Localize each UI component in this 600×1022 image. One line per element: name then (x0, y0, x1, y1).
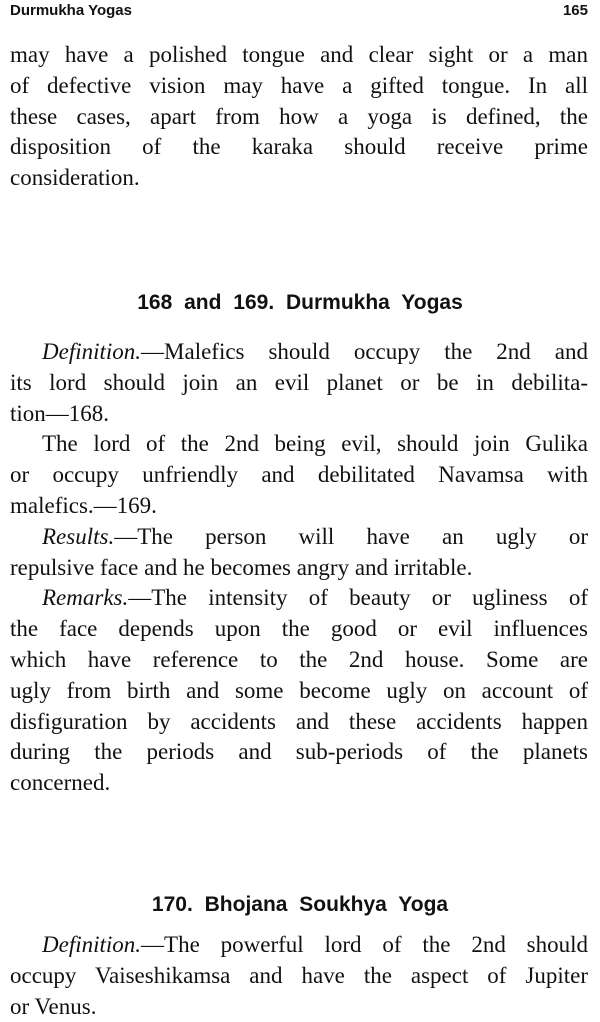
text-line: The lord of the 2nd being evil, should join Gulika (42, 431, 588, 457)
definition-label: Definition. (42, 339, 142, 364)
text-line: or occupy unfriendly and debilitated Navamsa with (10, 462, 588, 488)
text-line: malefics.—169. (10, 492, 157, 518)
remarks-label: Remarks. (42, 585, 129, 611)
text-line: concerned. (10, 770, 111, 796)
text-line: occupy Vaiseshikamsa and have the aspect of Jupiter (10, 962, 588, 988)
text-line: of defective vision may have a gifted tongue. In all (10, 72, 588, 98)
section-durmukha-body (10, 337, 588, 799)
results-label: Results. (42, 523, 115, 549)
page-number: 165 (562, 2, 588, 19)
results-line: Results.—The person will have an ugly or (42, 523, 588, 549)
text-line: the face depends upon the good or evil influences (10, 616, 588, 642)
text-line: disposition of the karaka should receive prime (10, 134, 588, 160)
text-line: repulsive face and he becomes angry and irritable. (10, 554, 473, 580)
intro-paragraph (10, 40, 588, 194)
text-line: during the periods and sub-periods of the planets (10, 739, 588, 765)
text-line: which have reference to the 2nd house. Some are (10, 646, 588, 672)
running-header (10, 0, 588, 22)
definition-line: Definition.—The powerful lord of the 2nd should (42, 932, 588, 957)
text-line: tion—168. (10, 400, 110, 426)
text-line: disfiguration by accidents and these accidents happen (10, 708, 588, 734)
running-title: Durmukha Yogas (10, 2, 132, 19)
text-line: these cases, apart from how a yoga is defined, the (10, 103, 588, 129)
section-heading-durmukha: 168 and 169. Durmukha Yogas (137, 291, 463, 314)
text-line: ugly from birth and some become ugly on account of (10, 677, 588, 703)
remarks-line: Remarks.—The intensity of beauty or ugliness of (42, 585, 588, 611)
section-heading-bhojana: 170. Bhojana Soukhya Yoga (151, 893, 449, 916)
section-bhojana-body (10, 930, 588, 1022)
text-line: or Venus. (10, 993, 97, 1019)
definition-line: Definition.—Malefics should occupy the 2nd and (42, 339, 588, 364)
definition-label: Definition. (42, 932, 142, 957)
text-line: consideration. (10, 165, 140, 191)
text-line: its lord should join an evil planet or be in debilita- (10, 369, 588, 395)
text-line: may have a polished tongue and clear sight or a man (10, 42, 588, 67)
